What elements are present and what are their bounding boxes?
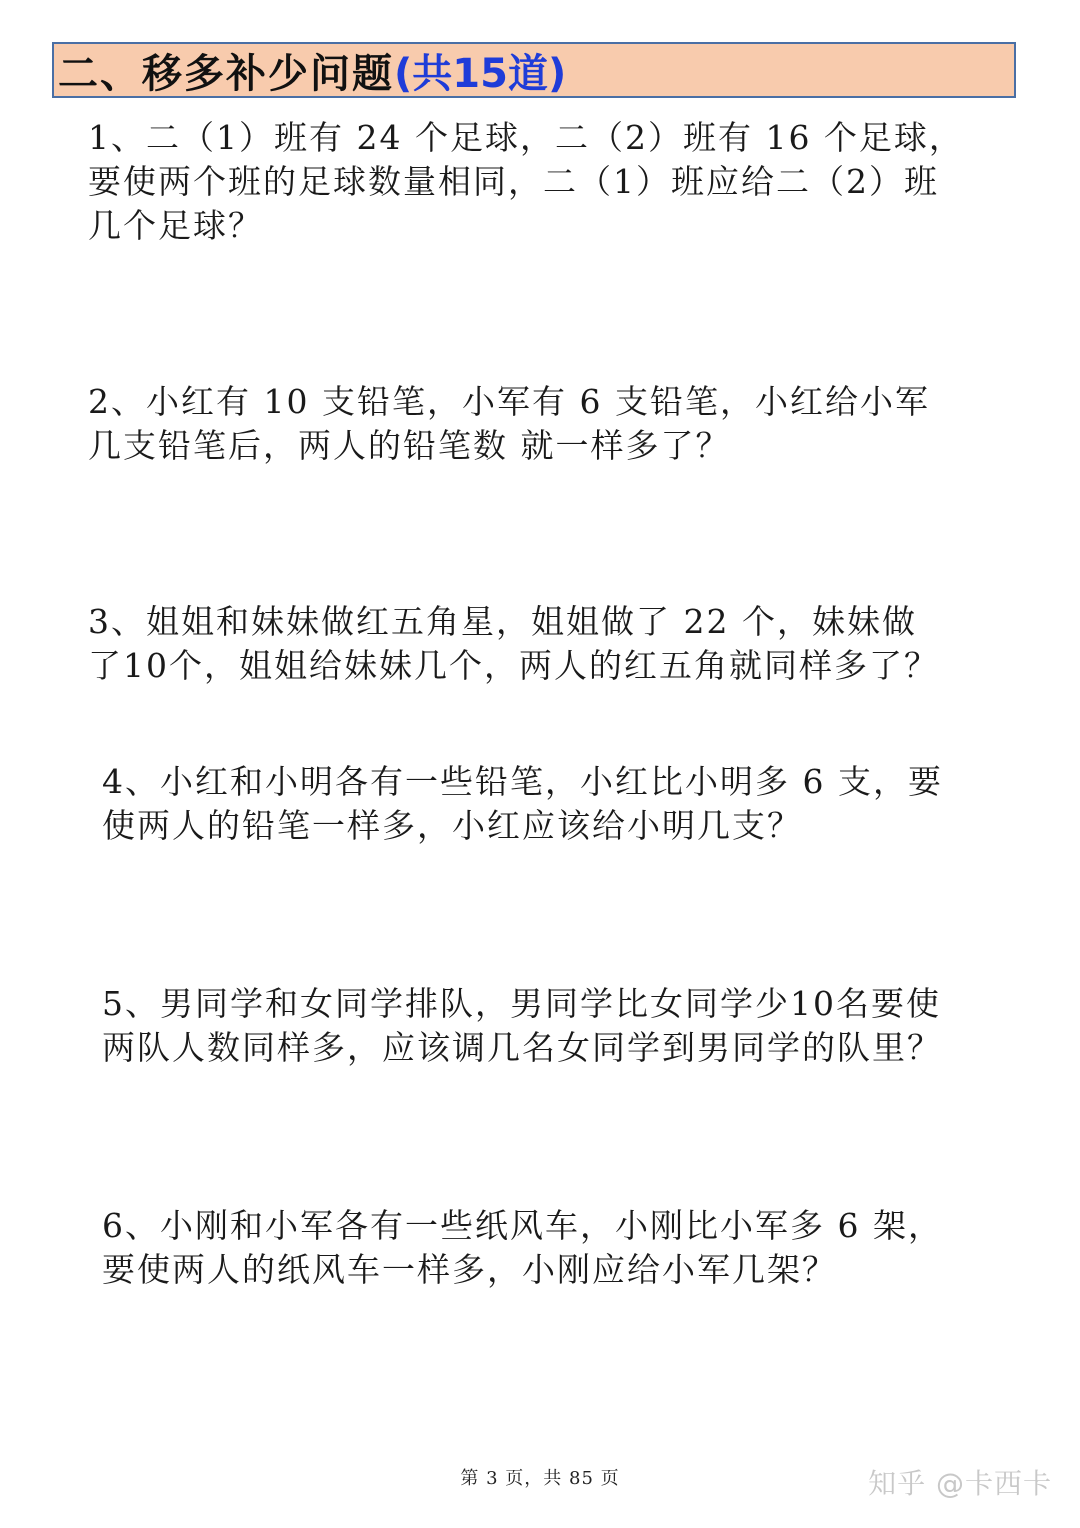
section-title: 二、移多补少问题 (58, 50, 394, 97)
question-4: 4、小红和小明各有一些铅笔，小红比小明多 6 支，要 使两人的铅笔一样多，小红应该给小明几支？ (102, 762, 943, 845)
question-3: 3、姐姐和妹妹做红五角星，姐姐做了 22 个，妹妹做 了10个，姐姐给妹妹几个，两人的红五角就同样多了？ (88, 602, 939, 685)
question-2: 2、小红有 10 支铅笔，小军有 6 支铅笔，小红给小军 几支铅笔后，两人的铅笔数 就一样多了？ (88, 382, 930, 465)
question-5: 5、男同学和女同学排队，男同学比女同学少10名要使 两队人数同样多，应该调几名女同学到男同学的队里？ (102, 984, 942, 1067)
page-number: 第 3 页，共 85 页 (460, 1468, 620, 1489)
question-1: 1、二（1）班有 24 个足球，二（2）班有 16 个足球， 要使两个班的足球数量相同，二（1）班应给二（2）班 几个足球？ (88, 118, 964, 245)
question-6: 6、小刚和小军各有一些纸风车，小刚比小军多 6 架， 要使两人的纸风车一样多，小刚应给小军几架？ (102, 1206, 943, 1289)
question-count: (共15道) (394, 50, 567, 97)
section-header (52, 42, 1016, 98)
watermark: 知乎 @卡西卡 (868, 1467, 1052, 1500)
